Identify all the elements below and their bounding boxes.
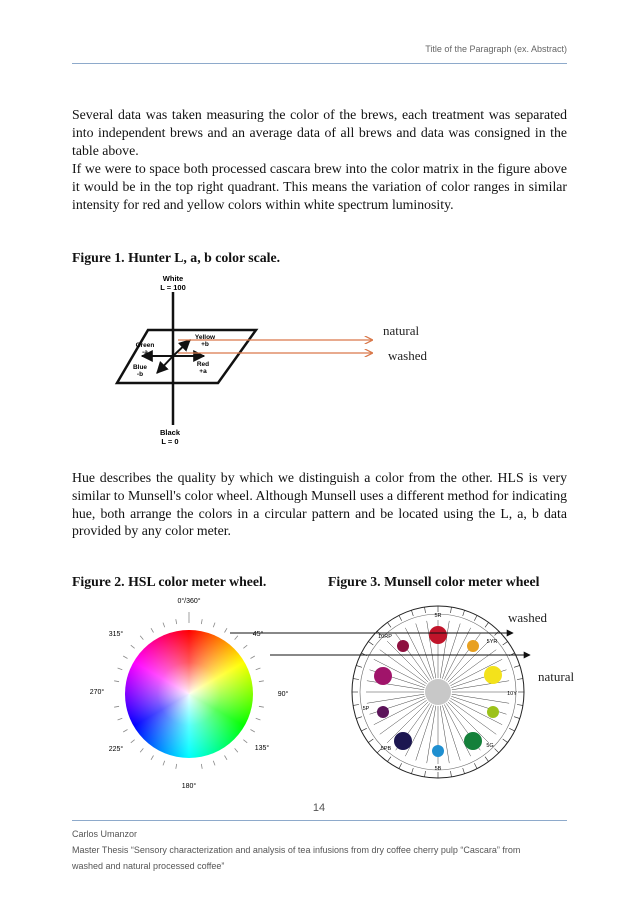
running-header: Title of the Paragraph (ex. Abstract) — [425, 44, 567, 54]
munsell-dot-blue — [432, 745, 444, 757]
hsl-tick — [225, 755, 228, 759]
hsl-tick — [235, 636, 238, 640]
red-label: Red — [196, 361, 210, 368]
green-value: -a — [142, 349, 148, 356]
hue-5pb-label: 5PB — [380, 746, 392, 752]
munsell-dot-green — [464, 732, 482, 750]
hsl-tick — [213, 761, 215, 766]
munsell-dot-yellowgreen — [487, 706, 499, 718]
yellow-label: Yellow — [194, 334, 216, 341]
green-label: Green — [135, 342, 155, 349]
deg-0-label: 0°/360° — [177, 598, 201, 605]
hue-5r-label: 5R — [434, 613, 442, 619]
hsl-tick — [235, 748, 238, 752]
hsl-tick — [123, 656, 127, 659]
page-number: 14 — [312, 802, 326, 814]
hue-5g-label: 5G — [486, 743, 494, 749]
hsl-tick — [118, 668, 123, 670]
munsell-dot-navy — [394, 732, 412, 750]
fig3-washed-label: washed — [508, 610, 547, 625]
footer-thesis-line2: washed and natural processed coffee” — [72, 861, 225, 871]
fig3-natural-label: natural — [538, 669, 575, 684]
hsl-tick — [123, 730, 127, 733]
hsl-tick — [118, 718, 123, 720]
hsl-tick-marks — [114, 612, 264, 769]
hsl-tick — [140, 636, 143, 640]
hsl-tick — [243, 645, 247, 648]
hsl-tick — [131, 740, 135, 743]
white-label: White — [162, 274, 184, 283]
hsl-tick — [250, 730, 254, 733]
yellow-value: +b — [201, 341, 209, 348]
hue-5p-label: 5P — [362, 706, 370, 712]
paragraph-brew-data: Several data was taken measuring the color of the brews, each treatment was separated into independent brews and an average data of all brews and data was consigned in the table above. — [72, 107, 567, 158]
munsell-dot-purple — [377, 706, 389, 718]
red-value: +a — [199, 368, 207, 375]
figure-3-caption: Figure 3. Munsell color meter wheel — [328, 574, 540, 589]
hsl-tick — [225, 628, 228, 632]
paragraph-color-matrix: If we were to space both processed cascara brew into the color matrix in the figure above it would be in the top right quadrant. This means the variation of color ranges in similar intensity for red and yellow colors within white spectrum luminosity. — [72, 161, 567, 212]
hsl-tick — [163, 761, 165, 766]
blue-label: Blue — [132, 364, 148, 371]
munsell-dot-crimson — [397, 640, 409, 652]
deg-315-label: 315° — [108, 631, 124, 638]
white-value: L = 100 — [160, 283, 186, 292]
hsl-tick — [243, 740, 247, 743]
hue-5b-label: 5B — [434, 766, 442, 772]
hsl-tick — [256, 718, 261, 720]
paragraph-hue: Hue describes the quality by which we distinguish a color from the other. HLS is very similar to Munsell's color wheel. Although Munsell uses a different method for indicating hue, both arrange the colors in a circular pattern and be located using the L, a, b data provided by any color meter. — [72, 470, 567, 539]
hsl-tick — [151, 755, 154, 759]
hsl-tick — [259, 681, 264, 682]
figure-1-caption: Figure 1. Hunter L, a, b color scale. — [72, 250, 281, 265]
munsell-dot-magenta — [374, 667, 392, 685]
hsl-tick — [176, 619, 177, 624]
figure-2-caption: Figure 2. HSL color meter wheel. — [72, 574, 267, 589]
hue-10y-label: 10Y — [507, 691, 517, 697]
deg-135-label: 135° — [254, 745, 270, 752]
deg-225-label: 225° — [108, 746, 124, 753]
hsl-tick — [140, 748, 143, 752]
hsl-tick — [213, 623, 215, 628]
hsl-tick — [114, 706, 119, 707]
hsl-tick — [131, 645, 135, 648]
munsell-center — [425, 679, 451, 705]
hsl-tick — [201, 619, 202, 624]
washed-label: washed — [388, 348, 427, 363]
hsl-tick — [151, 628, 154, 632]
black-label: Black — [159, 428, 181, 437]
deg-270-label: 270° — [89, 689, 105, 696]
footer-author: Carlos Umanzor — [72, 829, 138, 839]
hsl-tick — [259, 706, 264, 707]
hsl-tick — [201, 764, 202, 769]
deg-180-label: 180° — [181, 783, 197, 790]
munsell-dot-red — [429, 626, 447, 644]
hsl-tick — [163, 623, 165, 628]
footer-thesis-line1: Master Thesis “Sensory characterization and analysis of tea infusions from dry coffee cherry pulp “Cascara” from — [72, 845, 521, 855]
hsl-tick — [176, 764, 177, 769]
munsell-dot-orange — [467, 640, 479, 652]
hsl-tick — [250, 656, 254, 659]
deg-45-label: 45° — [252, 631, 264, 638]
munsell-dot-yellow — [484, 666, 502, 684]
hue-5yr-label: 5YR — [486, 639, 498, 645]
black-value: L = 0 — [161, 437, 179, 446]
blue-value: -b — [136, 371, 144, 378]
footer-rule — [72, 820, 567, 821]
hue-10rp-label: 10RP — [378, 634, 392, 640]
hsl-tick — [256, 668, 261, 670]
deg-90-label: 90° — [277, 691, 289, 698]
natural-label: natural — [383, 323, 420, 338]
hsl-tick — [114, 681, 119, 682]
